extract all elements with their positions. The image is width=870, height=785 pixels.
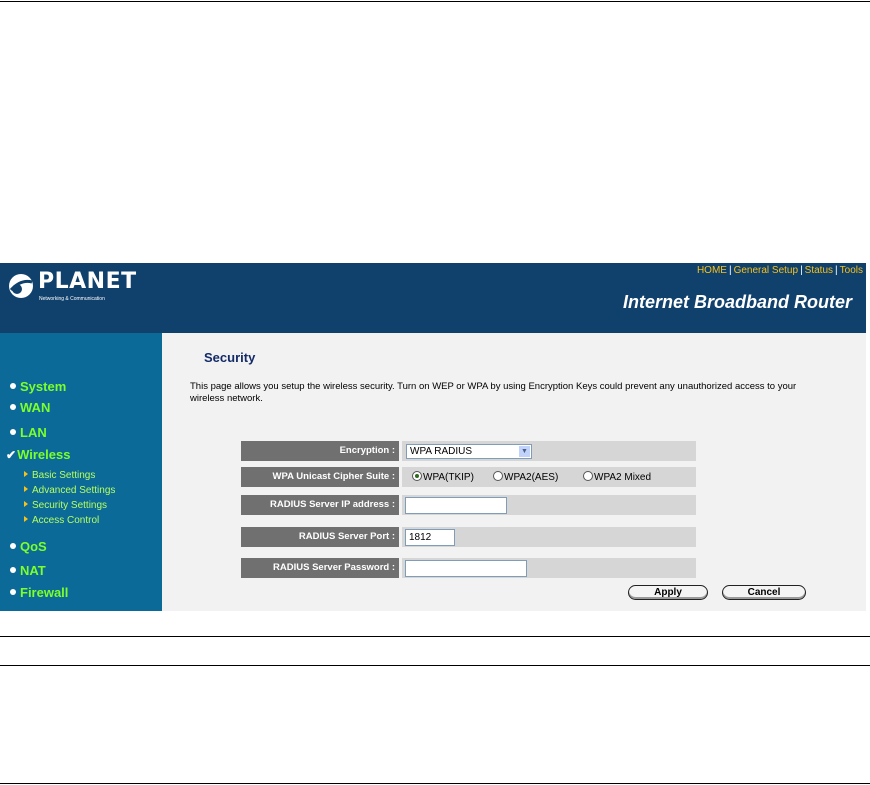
sidebar-item-system[interactable]: System <box>10 379 66 394</box>
arrow-right-icon <box>24 516 28 522</box>
radius-password-input[interactable] <box>405 560 527 577</box>
logo-subtext: Networking & Communication <box>39 296 105 302</box>
sidebar-item-lan[interactable]: LAN <box>10 425 47 440</box>
sidebar-subitem-access-control[interactable]: Access Control <box>24 515 99 526</box>
chevron-down-icon: ▼ <box>519 446 530 457</box>
arrow-right-icon <box>24 486 28 492</box>
bullet-icon <box>10 589 16 595</box>
cipher-suite-label: WPA Unicast Cipher Suite : <box>241 467 399 487</box>
planet-globe-icon <box>8 273 34 299</box>
router-screenshot <box>0 263 866 611</box>
router-title: Internet Broadband Router <box>622 292 852 312</box>
main-content <box>162 333 866 611</box>
encryption-value-cell <box>402 441 696 461</box>
cancel-button[interactable]: Cancel <box>722 585 806 600</box>
radio-wpa-tkip[interactable]: WPA(TKIP) <box>412 472 474 483</box>
radio-unselected-icon <box>493 471 503 481</box>
radio-unselected-icon <box>583 471 593 481</box>
logo-text: PLANET <box>38 269 137 294</box>
sidebar-item-qos[interactable]: QoS <box>10 539 47 554</box>
radius-ip-input[interactable] <box>405 497 507 514</box>
sidebar <box>0 333 162 611</box>
link-general-setup[interactable]: General Setup <box>733 265 799 276</box>
page-title: Security <box>204 350 256 365</box>
radius-port-value-cell <box>402 527 696 547</box>
radio-wpa2-mixed[interactable]: WPA2 Mixed <box>583 472 651 483</box>
bullet-icon <box>10 429 16 435</box>
apply-button[interactable]: Apply <box>628 585 708 600</box>
rule <box>0 665 870 666</box>
sidebar-item-wireless[interactable]: ✔Wireless <box>6 447 71 462</box>
top-rule <box>0 1 870 2</box>
page-description: This page allows you setup the wireless security. Turn on WEP or WPA by using Encryption Keys could prevent any unauthorized access to your wireless network. <box>190 381 797 404</box>
sidebar-subitem-security-settings[interactable]: Security Settings <box>24 500 107 511</box>
bullet-icon <box>10 404 16 410</box>
sidebar-item-wan[interactable]: WAN <box>10 400 50 415</box>
radius-ip-label: RADIUS Server IP address : <box>241 495 399 515</box>
radio-wpa2-aes[interactable]: WPA2(AES) <box>493 472 558 483</box>
arrow-right-icon <box>24 471 28 477</box>
radius-ip-value-cell <box>402 495 696 515</box>
sidebar-item-nat[interactable]: NAT <box>10 563 46 578</box>
radius-port-label: RADIUS Server Port : <box>241 527 399 547</box>
encryption-label: Encryption : <box>241 441 399 461</box>
bullet-icon <box>10 567 16 573</box>
radius-password-value-cell <box>402 558 696 578</box>
arrow-right-icon <box>24 501 28 507</box>
sidebar-item-firewall[interactable]: Firewall <box>10 585 68 600</box>
link-status[interactable]: Status <box>804 265 834 276</box>
cipher-suite-value-cell <box>402 467 696 487</box>
top-nav-links: HOME | General Setup | Status | Tools <box>696 265 863 276</box>
bottom-rule <box>0 783 870 784</box>
header-bar <box>0 263 866 333</box>
bullet-icon <box>10 383 16 389</box>
checkmark-icon: ✔ <box>6 448 17 462</box>
radius-port-input[interactable]: 1812 <box>405 529 455 546</box>
link-tools[interactable]: Tools <box>839 265 863 276</box>
radio-selected-icon <box>412 471 422 481</box>
sidebar-subitem-basic-settings[interactable]: Basic Settings <box>24 470 95 481</box>
radius-password-label: RADIUS Server Password : <box>241 558 399 578</box>
rule <box>0 636 870 637</box>
bullet-icon <box>10 543 16 549</box>
link-home[interactable]: HOME <box>696 265 727 276</box>
sidebar-subitem-advanced-settings[interactable]: Advanced Settings <box>24 485 115 496</box>
encryption-select[interactable]: WPA RADIUS ▼ <box>406 444 532 459</box>
